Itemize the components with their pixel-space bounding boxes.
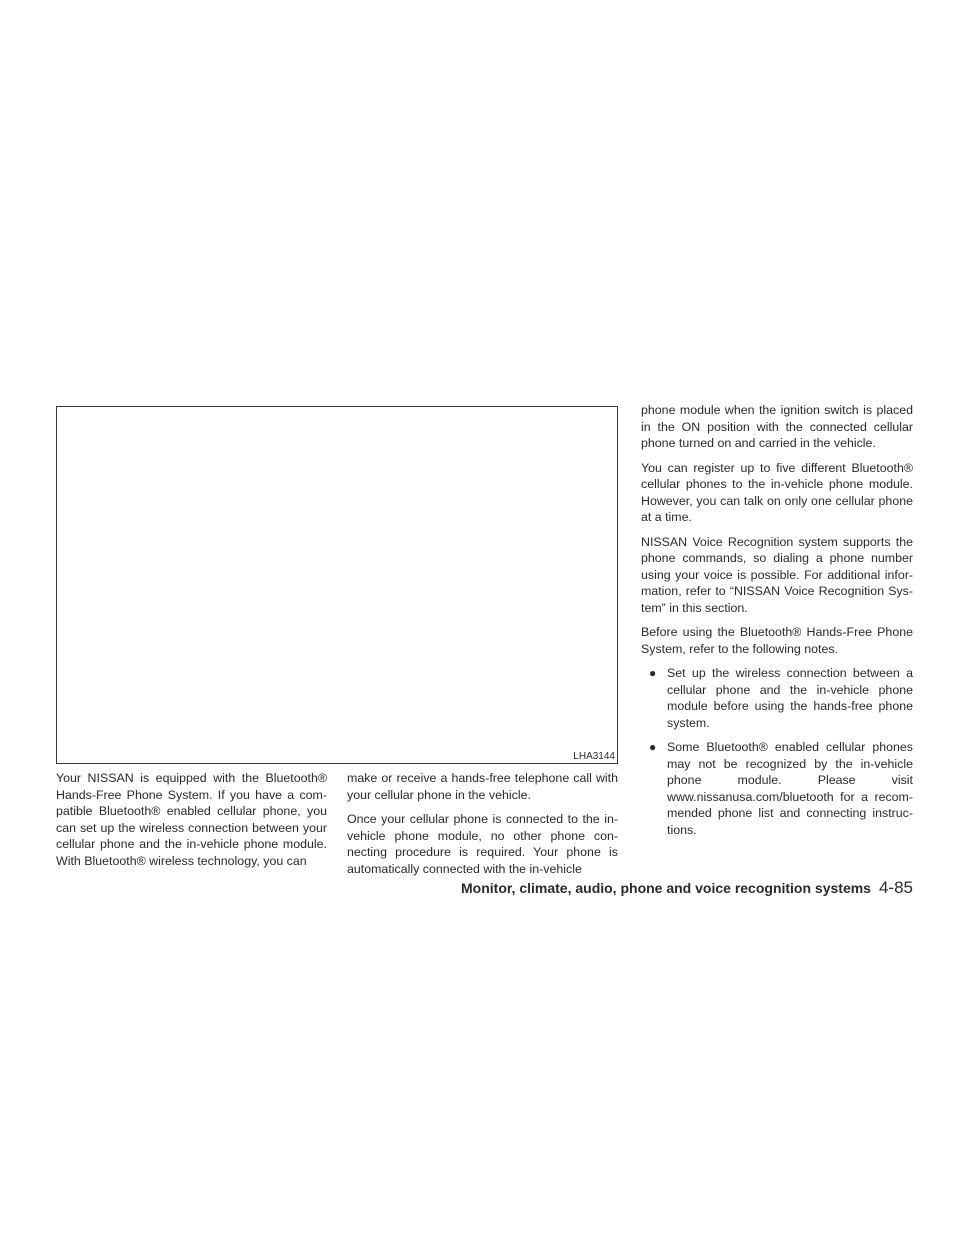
paragraph: Your NISSAN is equipped with the Bluetooth® Hands-Free Phone System. If you have a com-patible Bluetooth® enabled cellular phone, you can set up the wireless connection between your cellular phone and the in-vehicle phone module. With Bluetooth® wireless technology, you can <box>56 771 327 868</box>
column-2 <box>347 770 618 885</box>
paragraph: Once your cellular phone is connected to the in-vehicle phone module, no other phone con-necting procedure is required. Your phone is automatically connected with the in-vehicle <box>347 812 618 876</box>
bullet-icon: ● <box>649 666 657 680</box>
paragraph: Before using the Bluetooth® Hands-Free Phone System, refer to the following notes. <box>641 625 913 656</box>
paragraph: You can register up to five different Bluetooth® cellular phones to the in-vehicle phone module. However, you can talk on only one cellular phone at a time. <box>641 460 913 524</box>
notes-list <box>641 665 913 838</box>
paragraph: phone module when the ignition switch is placed in the ON position with the connected cellular phone turned on and carried in the vehicle. <box>641 403 913 450</box>
figure-code: LHA3144 <box>573 751 615 762</box>
list-item-text: Set up the wireless connection between a cellular phone and the in-vehicle phone module before using the hands-free phone system. <box>667 666 913 730</box>
list-item <box>641 739 913 838</box>
list-item <box>641 665 913 731</box>
paragraph: make or receive a hands-free telephone call with your cellular phone in the vehicle. <box>347 771 618 802</box>
section-title: Monitor, climate, audio, phone and voice recognition systems <box>461 880 871 896</box>
list-item-text: Some Bluetooth® enabled cellular phones may not be recognized by the in-vehicle phone module. Please visit www.nissanusa.com/bluetooth for a recom-mended phone list and connecting instruc-tions. <box>667 740 913 837</box>
column-1 <box>56 770 327 877</box>
column-3 <box>641 402 913 846</box>
bullet-icon: ● <box>649 740 657 754</box>
illustration-frame <box>56 406 618 764</box>
paragraph: NISSAN Voice Recognition system supports the phone commands, so dialing a phone number using your voice is possible. For additional infor-mation, refer to “NISSAN Voice Recognition Sys-tem” in this section. <box>641 534 913 615</box>
page-footer <box>461 878 913 898</box>
page-number: 4-85 <box>878 878 913 897</box>
